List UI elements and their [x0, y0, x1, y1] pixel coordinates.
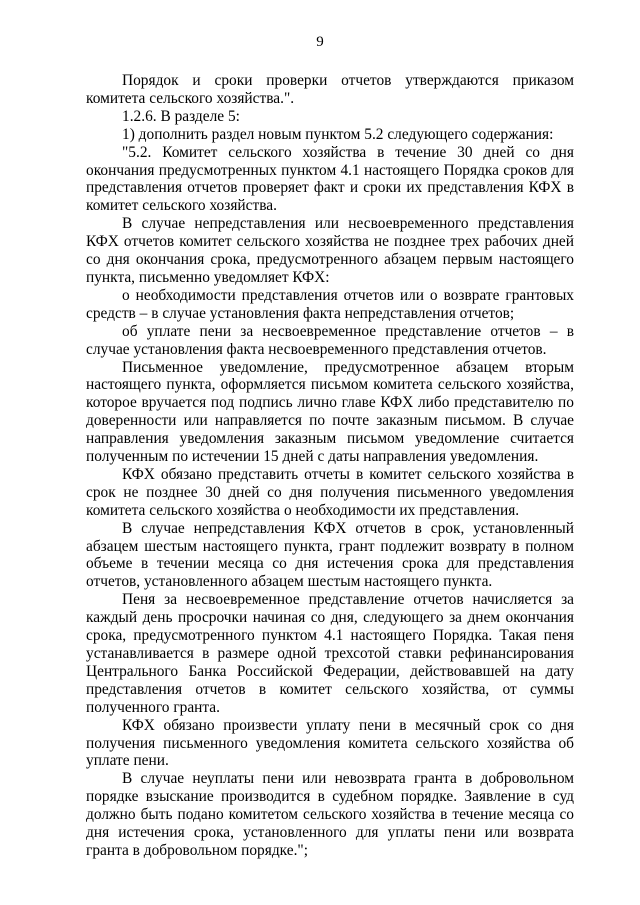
paragraph-court-recovery: В случае неуплаты пени или невозврата гранта в добровольном порядке взыскание производится в судебном порядке. Заявление в суд должно быть подано комитетом сельского хозяйства в течение месяца со дня истечения срока, установленного для уплаты пени или возврата гранта в добровольном порядке.";	[86, 770, 574, 859]
paragraph-report-deadline: КФХ обязано представить отчеты в комитет сельского хозяйства в срок не позднее 30 дней со дня получения письменного уведомления комитета сельского хозяйства о необходимости их представления.	[86, 465, 574, 519]
paragraph-notice-return-grant: о необходимости представления отчетов или о возврате грантовых средств – в случае установления факта непредставления отчетов;	[86, 286, 574, 322]
paragraph-penalty-payment: КФХ обязано произвести уплату пени в месячный срок со дня получения письменного уведомления комитета сельского хозяйства об уплате пени.	[86, 716, 574, 770]
paragraph-clause-5-2: "5.2. Комитет сельского хозяйства в течение 30 дней со дня окончания предусмотренных пунктом 4.1 настоящего Порядка сроков для представления отчетов проверяет факт и сроки их представления КФХ в комитет сельского хозяйства.	[86, 143, 574, 215]
paragraph-non-submission-notice: В случае непредставления или несвоевременного представления КФХ отчетов комитет сельского хозяйства не позднее трех рабочих дней со дня окончания срока, предусмотренного абзацем первым настоящего пункта, письменно уведомляет КФХ:	[86, 215, 574, 286]
paragraph-grant-return: В случае непредставления КФХ отчетов в срок, установленный абзацем шестым настоящего пункта, грант подлежит возврату в полном объеме в течении месяца со дня истечения срока для представления отчетов, установленного абзацем шестым настоящего пункта.	[86, 519, 574, 591]
page-number: 9	[316, 34, 324, 50]
document-body	[86, 72, 574, 860]
paragraph-section-5-heading: 1.2.6. В разделе 5:	[122, 107, 240, 125]
paragraph-notice-penalty: об уплате пени за несвоевременное представление отчетов – в случае установления факта несвоевременного представления отчетов.	[86, 322, 574, 358]
paragraph-add-clause-5-2: 1) дополнить раздел новым пунктом 5.2 следующего содержания:	[122, 125, 554, 143]
paragraph-report-check-procedure: Порядок и сроки проверки отчетов утверждаются приказом комитета сельского хозяйства.".	[86, 72, 574, 107]
paragraph-penalty-accrual: Пеня за несвоевременное представление отчетов начисляется за каждый день просрочки начиная со дня, следующего за днем окончания срока, предусмотренного пунктом 4.1 настоящего Порядка. Такая пеня устанавливается в размере одной трехсотой ставки рефинансирования Центрального Банка Российской Федерации, действовавшей на дату представления отчетов в комитет сельского хозяйства, от суммы полученного гранта.	[86, 591, 574, 716]
paragraph-written-notice-delivery: Письменное уведомление, предусмотренное абзацем вторым настоящего пункта, оформляется письмом комитета сельского хозяйства, которое вручается под подпись лично главе КФХ либо представителю по доверенности или направляется по почте заказным письмом. В случае направления уведомления заказным письмом уведомление считается полученным по истечении 15 дней с даты направления уведомления.	[86, 358, 574, 466]
